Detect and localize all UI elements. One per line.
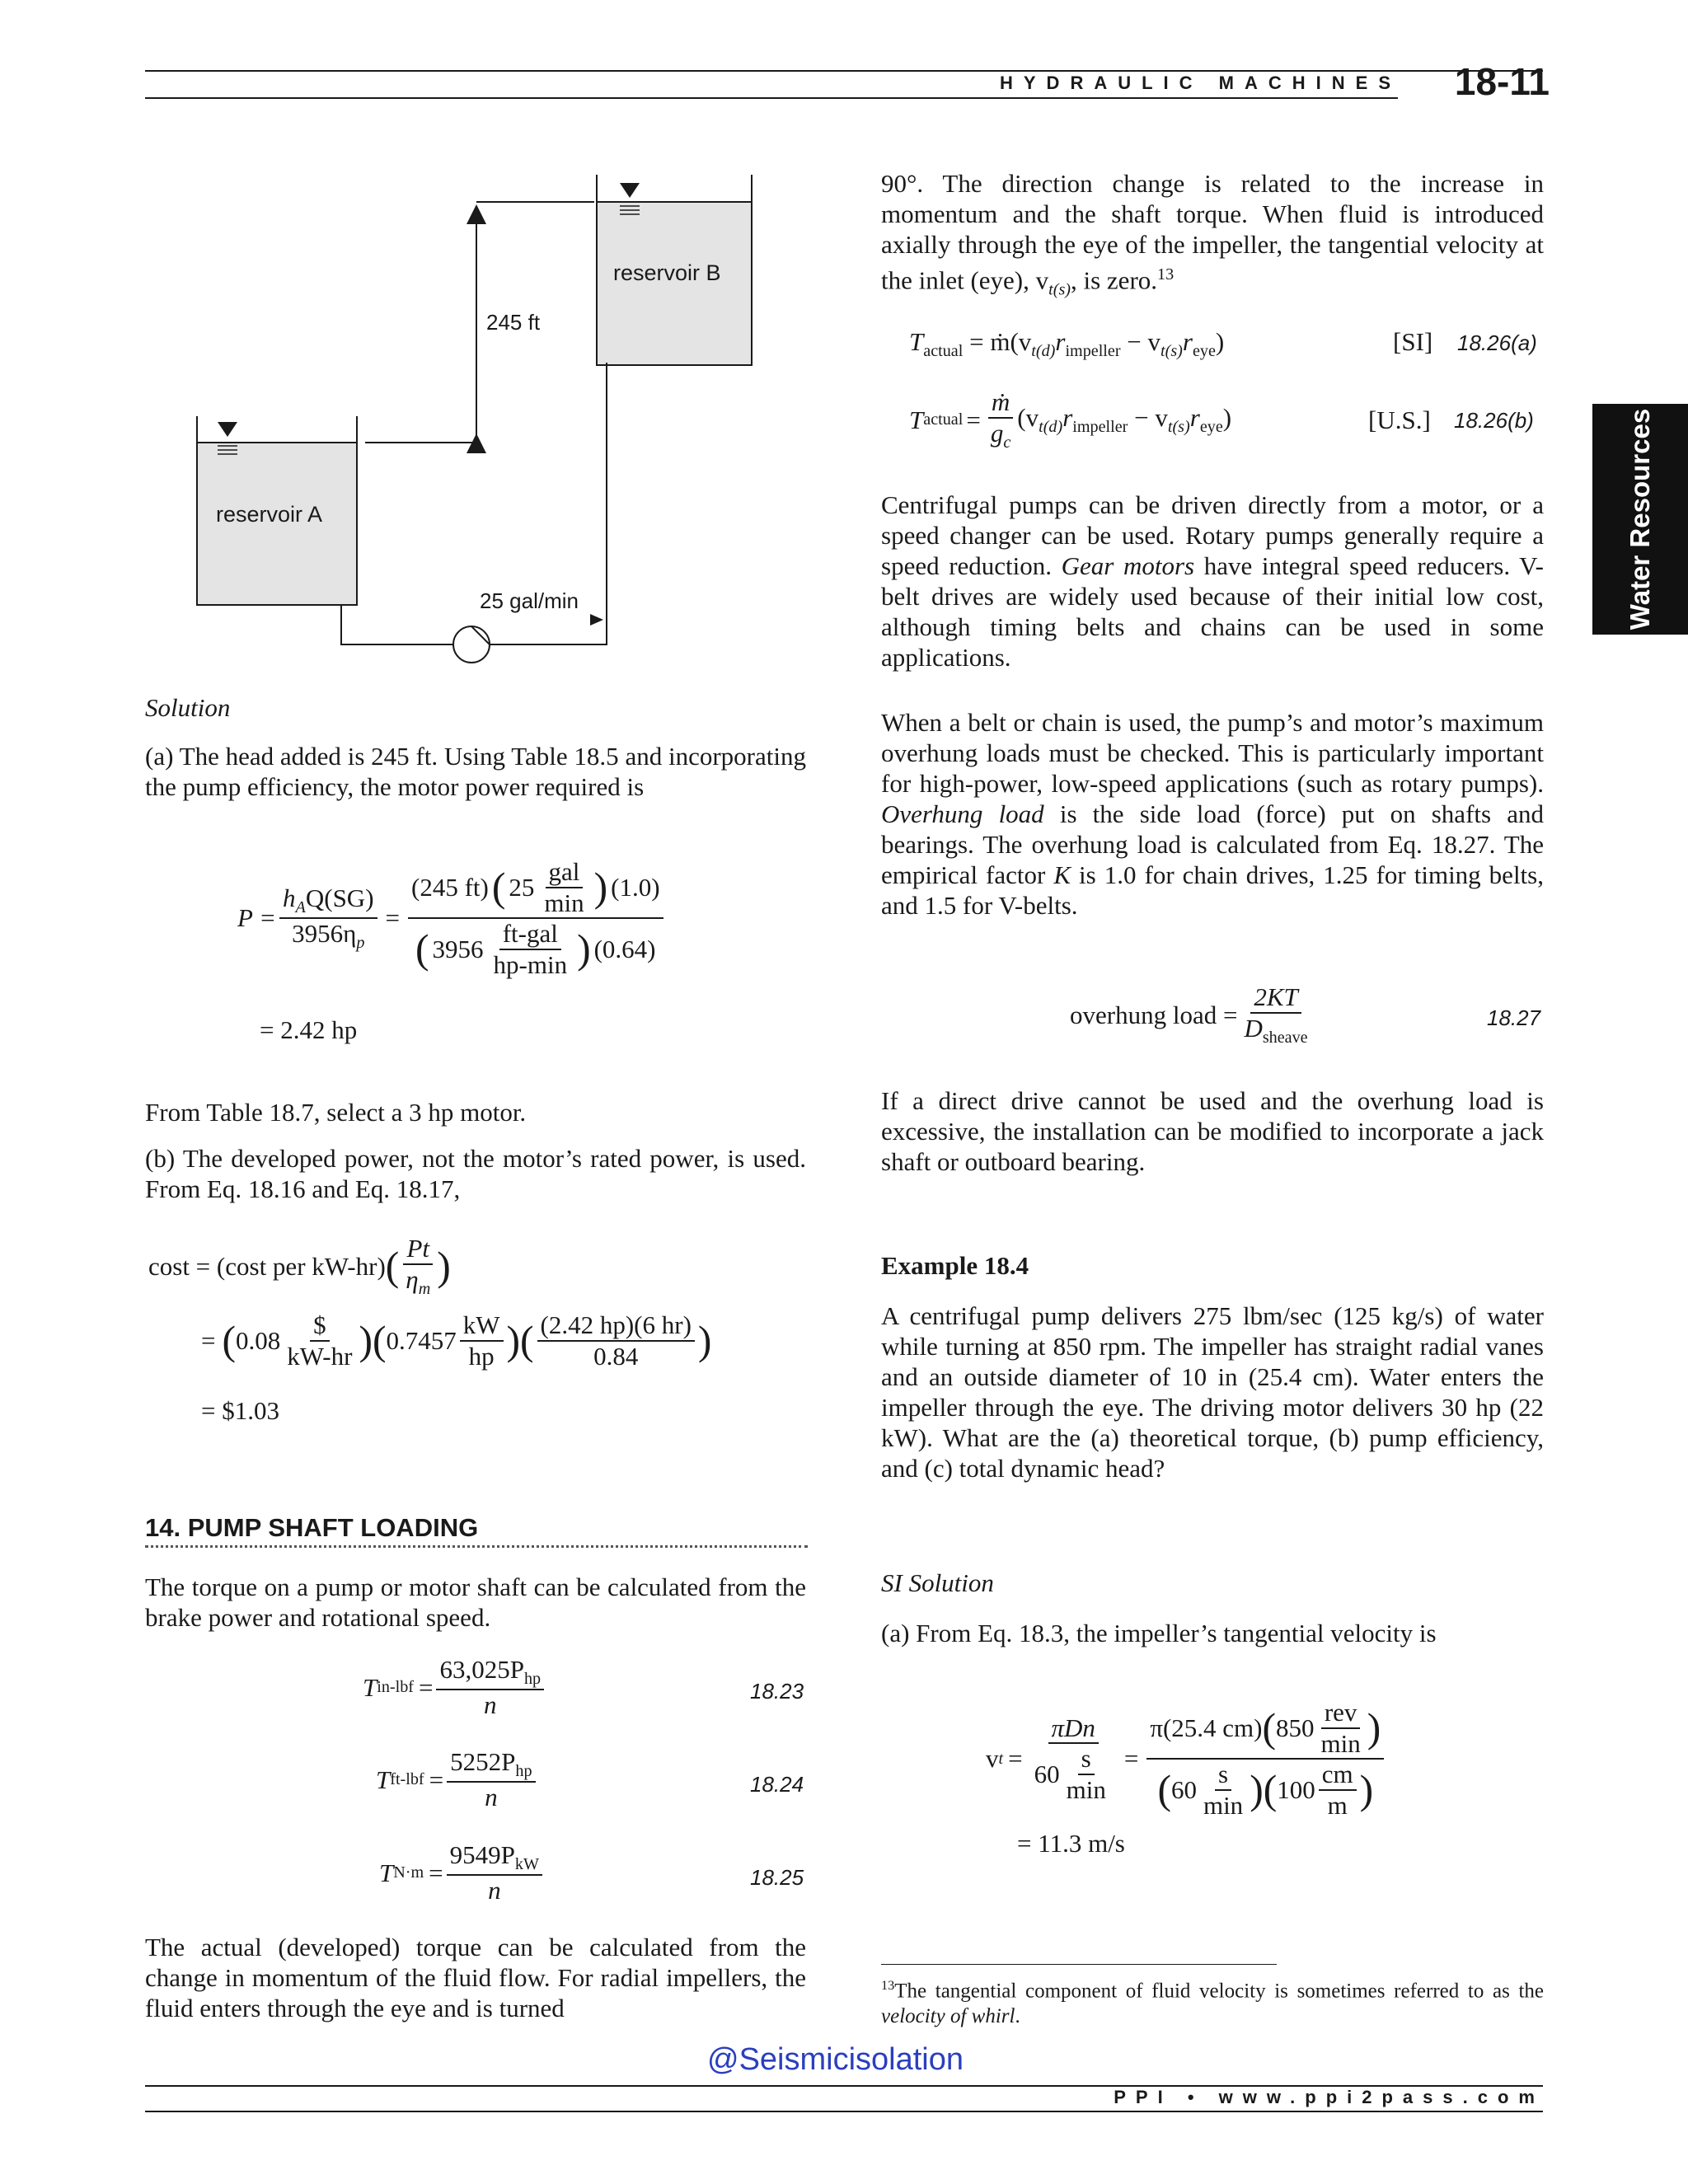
eq-cost-result: = $1.03 <box>201 1396 279 1425</box>
eq-18-26a-units: [SI] <box>1393 327 1433 356</box>
side-tab-label: Water Resources <box>1625 408 1655 630</box>
eq-cost-line2: = ( 0.08 $\frac{\$}{kW-hr}$ ) ( 0.7457 $\frac{kW}{hp}$ ) ( $\frac{(2.42 hp)(6 hr)}{0.84}$ ) <box>201 1310 712 1371</box>
part-a-text: (a) The head added is 245 ft. Using Table 18.5 and incorporating the pump efficiency, the motor power required is <box>145 742 806 801</box>
height-label: 245 ft <box>486 310 541 335</box>
eq-power-frac1: $\frac{h_AQ(SG)}{3956\eta_p}$ <box>279 883 377 954</box>
eq-power: P = $\frac{h_AQ(SG)}{3956\eta_p}$ = (245 ft) ( 25 $\frac{\text{gal}}{\min}$ ) (1.0) ( 3956 $\frac{\text{ft-gal}}{hp-\min}$ ) (0.64) <box>237 857 667 980</box>
reservoir-b-label: reservoir B <box>613 260 721 285</box>
eq-18-25: T N·m = $\frac{9549P_{kW}}{n}$ <box>379 1840 546 1905</box>
right-p4: If a direct drive cannot be used and the overhung load is excessive, the installation can be modified to incorporate a jack shaft or outboard bearing. <box>881 1086 1544 1176</box>
right-p3: When a belt or chain is used, the pump’s and motor’s maximum overhung loads must be checked. This is particularly important for high-power, low-speed applications (such as rotary pumps). Overhung load is the side load (force) put on shafts and bearings. The overhung load is calculated from Eq. 18.27. The empirical factor K is 1.0 for chain drives, 1.25 for timing belts, and 1.5 for V-belts. <box>881 708 1544 920</box>
eq-18-27: overhung load = $\frac{2KT}{D_{sheave}}$ <box>1070 982 1308 1047</box>
si-part-a: (a) From Eq. 18.3, the impeller’s tangential velocity is <box>881 1619 1437 1647</box>
eq-18-26a: $T_{actual}$ = $ṁ(v_{t(d)}r_{impeller} - v_{t(s)}r_{eye})$ <box>909 327 1225 361</box>
eq-vt: v t = πDn 60 $\frac{s}{\min}$ = π(25.4 cm) ( 850 $\frac{\text{rev}}{\min}$ ) ( 60 $\frac{s}{\min}$ ) ( 100 $\frac{cm}{m}$ ) <box>986 1698 1387 1821</box>
footer-rule-bottom <box>145 2111 1543 2112</box>
watermark: @Seismicisolation <box>707 2042 964 2077</box>
header-rule-bottom <box>145 97 1398 99</box>
reservoir-a-level-icon <box>218 422 237 437</box>
running-header: HYDRAULIC MACHINES <box>1000 73 1401 93</box>
pipe <box>341 605 453 644</box>
select-motor: From Table 18.7, select a 3 hp motor. <box>145 1098 527 1127</box>
reservoir-figure <box>145 165 788 676</box>
pump-icon <box>453 626 490 663</box>
eq-18-27-number: 18.27 <box>1487 1005 1541 1030</box>
example-title: Example 18.4 <box>881 1251 1029 1280</box>
si-solution-label: SI Solution <box>881 1568 994 1597</box>
eq-18-24: T ft-lbf = $\frac{5252P_{hp}}{n}$ <box>376 1747 539 1812</box>
solution-label: Solution <box>145 693 231 722</box>
eq-18-26b-units: [U.S.] <box>1368 405 1431 434</box>
eq-18-23-number: 18.23 <box>750 1679 804 1704</box>
page-number: 18-11 <box>1454 60 1550 103</box>
eq-18-25-number: 18.25 <box>750 1865 804 1890</box>
flow-label: 25 gal/min <box>480 588 579 613</box>
eq-power-frac2: (245 ft) ( 25 $\frac{\text{gal}}{\min}$ ) (1.0) ( 3956 $\frac{\text{ft-gal}}{hp-\min}$ ) (0.64) <box>408 857 663 980</box>
footnote-ref-13: 13 <box>1157 265 1175 284</box>
footnote-rule <box>881 1964 1277 1965</box>
eq-18-26b-number: 18.26(b) <box>1454 408 1534 433</box>
actual-torque-text: The actual (developed) torque can be calculated from the change in momentum of the fluid flow. For radial impellers, the fluid enters through the eye and is turned <box>145 1933 806 2022</box>
torque-intro: The torque on a pump or motor shaft can be calculated from the brake power and rotational speed. <box>145 1572 806 1632</box>
reservoir-b-level-icon <box>620 183 640 198</box>
section-heading-rule <box>145 1545 808 1548</box>
eq-power-lhs: P = <box>237 903 277 933</box>
right-p2: Centrifugal pumps can be driven directly from a motor, or a speed changer can be used. Rotary pumps generally require a speed reduction. Gear motors have integral speed reducers. V-belt drives are widely used because of their initial low cost, although timing belts and chains can be used in some applications. <box>881 490 1545 672</box>
footer-text: PPI • www.ppi2pass.com <box>1114 2087 1545 2107</box>
eq-18-23: T in-lbf = $\frac{63,025P_{hp}}{n}$ <box>363 1655 547 1720</box>
eq-18-24-number: 18.24 <box>750 1772 804 1797</box>
side-tab <box>1592 404 1688 635</box>
section-heading: 14. PUMP SHAFT LOADING <box>145 1513 479 1542</box>
reservoir-a-label: reservoir A <box>216 502 323 527</box>
eq-18-26b: T actual = $\frac{\text{ṁ}}{g_c}$ $(v_{t(d)}r_{impeller} - v_{t(s)}r_{eye})$ <box>909 387 1232 452</box>
eq-power-result: = 2.42 hp <box>260 1015 358 1044</box>
right-p1: 90°. The direction change is related to the increase in momentum and the shaft torque. When fluid is introduced axially through the eye of the impeller, the tangential velocity at the inlet (eye), $v_{t(s)}$, is zero.$^{13}$ <box>881 169 1544 299</box>
example-text: A centrifugal pump delivers 275 lbm/sec (125 kg/s) of water while turning at 850 rpm. The impeller has straight radial vanes and an outside diameter of 10 in (25.4 cm). Water enters the impeller through the eye. The driving motor delivers 30 hp (22 kW). What are the (a) theoretical torque, (b) pump efficiency, and (c) total dynamic head? <box>881 1301 1544 1483</box>
eq-cost-line1: cost = (cost per kW-hr) ( $\frac{Pt}{\eta_m}$ ) <box>148 1234 451 1298</box>
header-rule-top <box>145 70 1543 72</box>
eq-vt-result: = 11.3 m/s <box>1017 1829 1125 1858</box>
part-b-text: (b) The developed power, not the motor’s rated power, is used. From Eq. 18.16 and Eq. 18.17, <box>145 1144 806 1203</box>
footnote: $^{13}$The tangential component of fluid velocity is sometimes referred to as the velocity of whirl. <box>881 1978 1544 2028</box>
eq-18-26a-number: 18.26(a) <box>1457 330 1537 355</box>
